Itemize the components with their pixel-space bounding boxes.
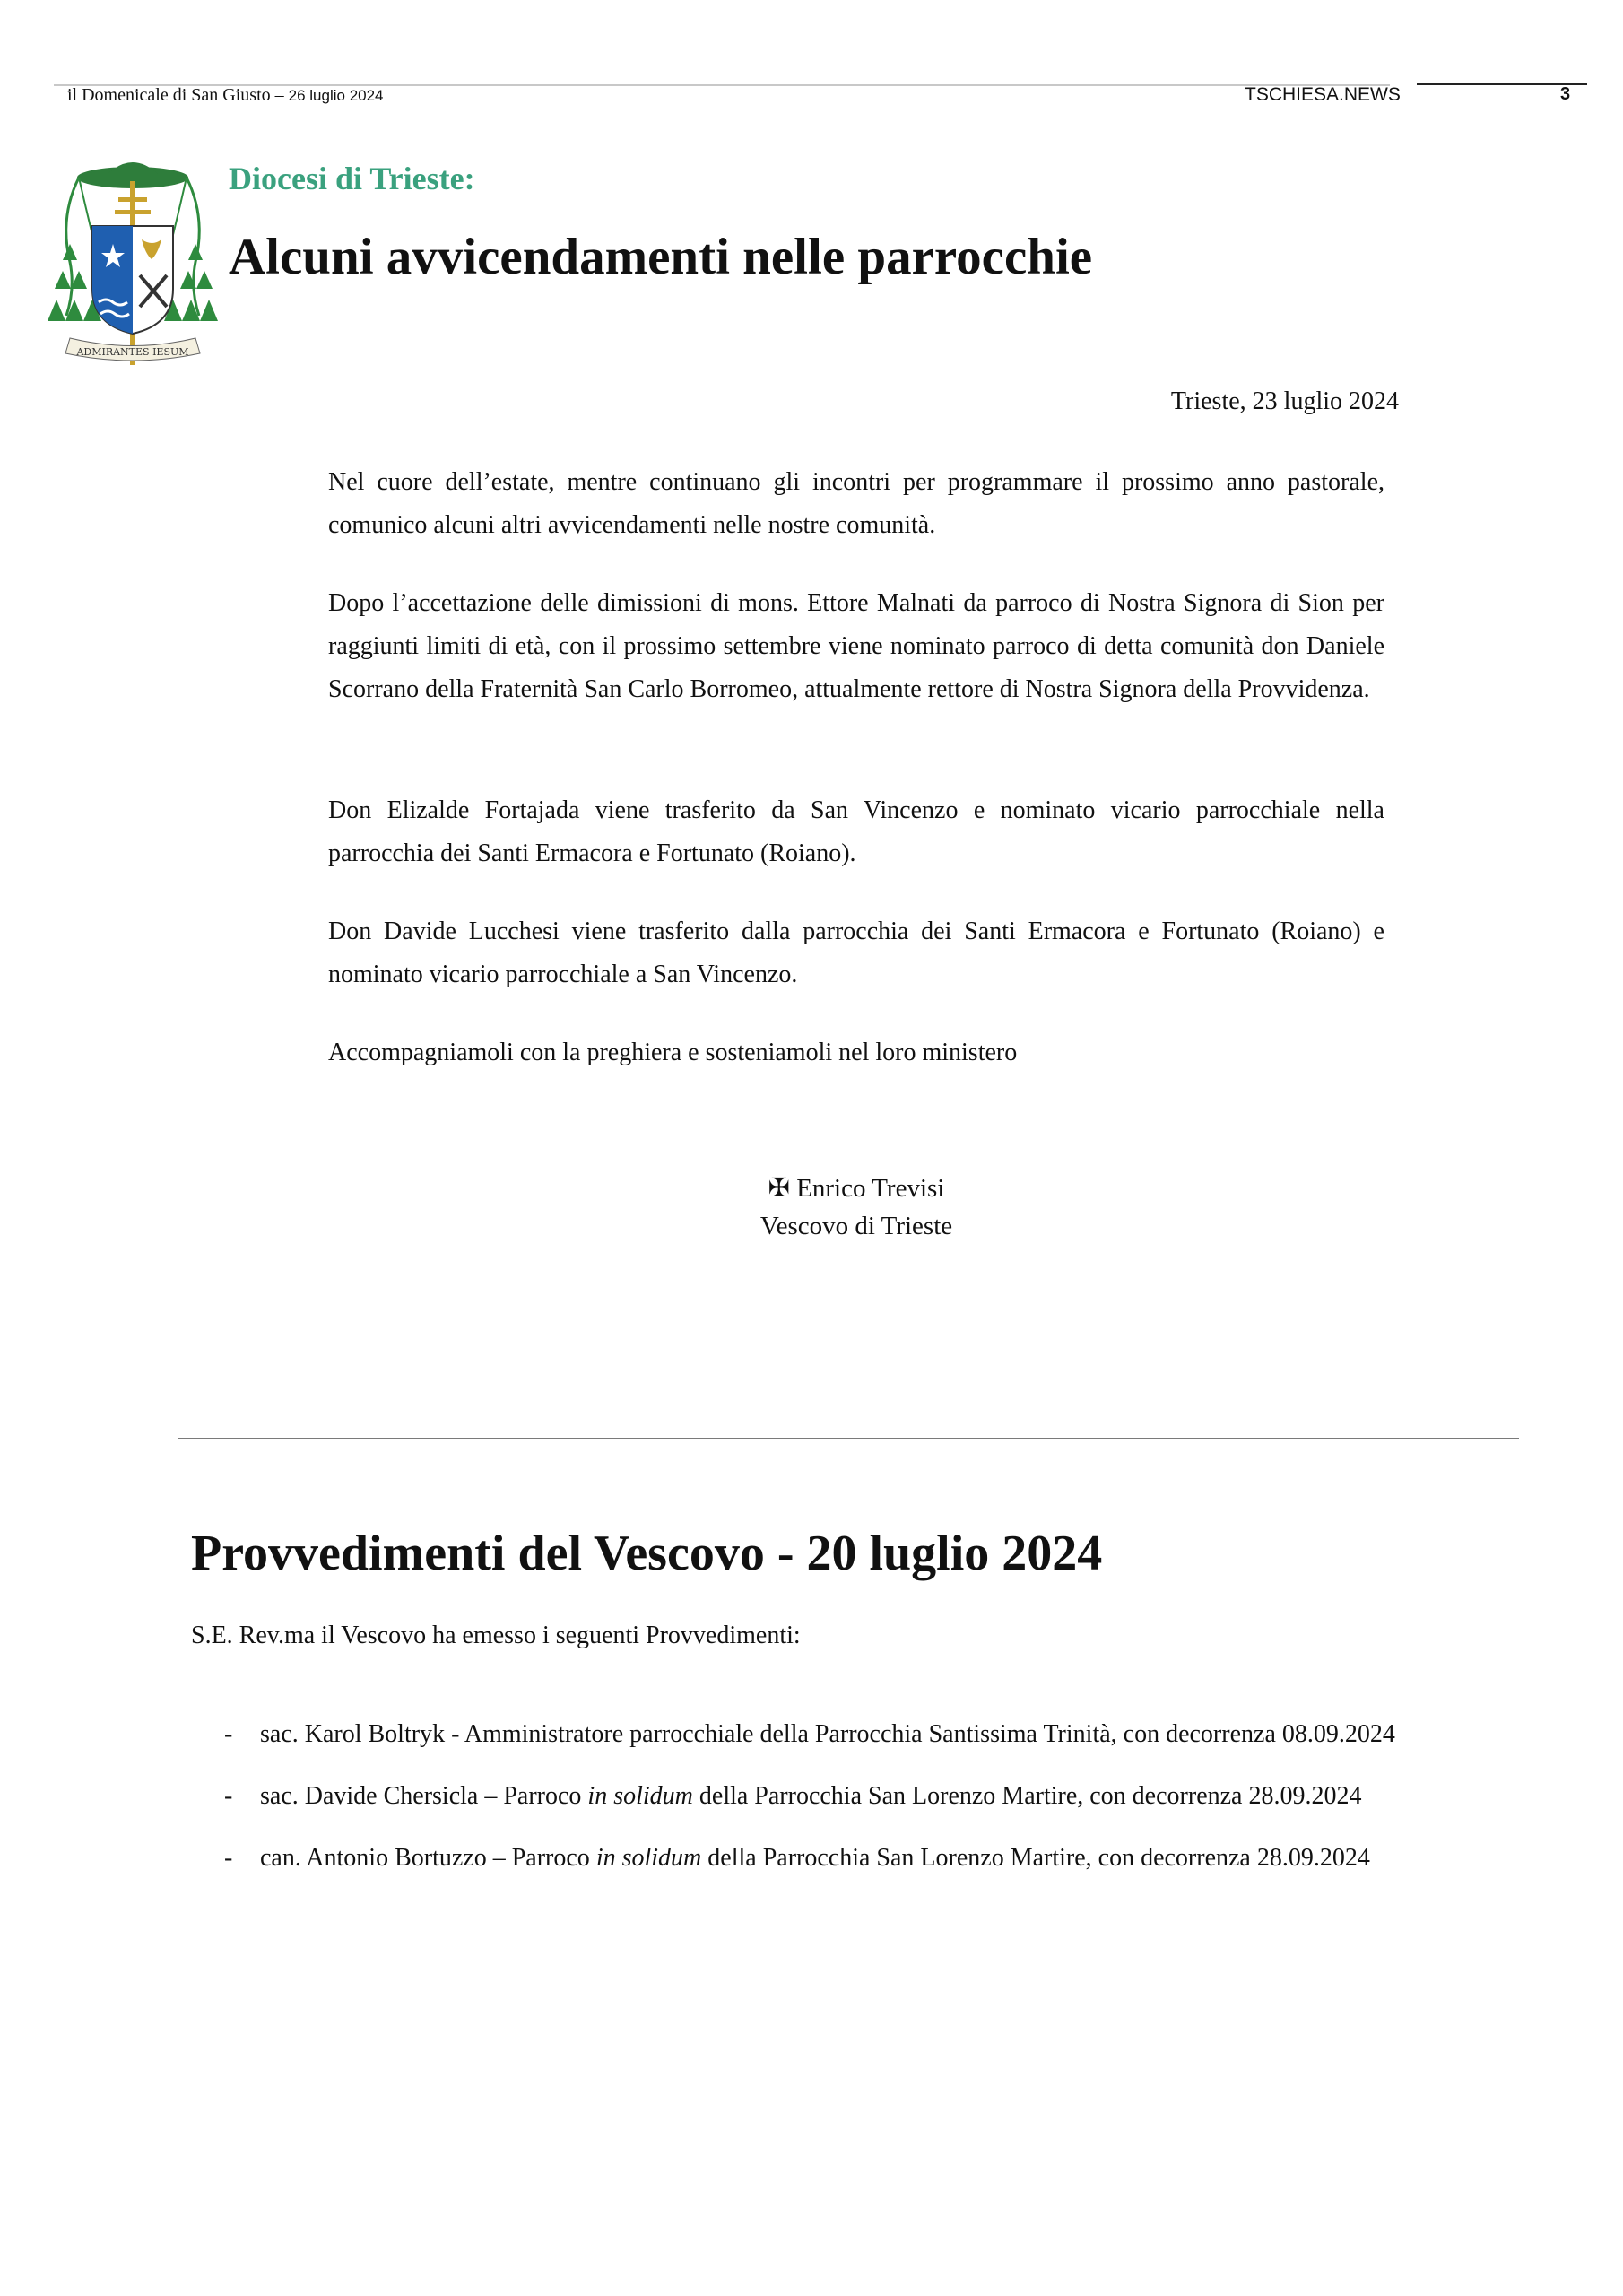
paragraph: Dopo l’accettazione delle dimissioni di mons. Ettore Malnati da parroco di Nostra Signora di Sion per raggiunti limiti di età, con il prossimo settembre viene nominato parroco di detta comunità don Daniele Scorrano della Fraternità San Carlo Borromeo, attualmente rettore di Nostra Signora della Provvidenza. [328, 589, 1384, 703]
list-item [224, 1720, 1395, 1749]
list-item [224, 1844, 1370, 1873]
signature-role: Vescovo di Trieste [759, 1212, 953, 1240]
list-item-text: sac. Davide Chersicla – Parroco [260, 1782, 588, 1810]
site-name: TSCHIESA.NEWS [1245, 84, 1401, 105]
list-item-text: della Parrocchia San Lorenzo Martire, con decorrenza 28.09.2024 [701, 1844, 1370, 1872]
list-bullet: - [224, 1720, 233, 1748]
list-bullet: - [224, 1844, 233, 1872]
article-title: Alcuni avvicendamenti nelle parrocchie [229, 229, 1093, 285]
section-intro: S.E. Rev.ma il Vescovo ha emesso i seguenti Provvedimenti: [191, 1622, 801, 1649]
diocese-kicker: Diocesi di Trieste: [229, 161, 475, 196]
paragraph: Don Elizalde Fortajada viene trasferito da San Vincenzo e nominato vicario parrocchiale nella parrocchia dei Santi Ermacora e Fortunato (Roiano). [328, 796, 1384, 867]
issue-date: 26 luglio 2024 [288, 87, 384, 104]
paragraph: Nel cuore dell’estate, mentre continuano gli incontri per programmare il prossimo anno pastorale, comunico alcuni altri avvicendamenti nelle nostre comunità. [328, 468, 1384, 539]
list-item-emphasis: in solidum [595, 1844, 702, 1872]
section-divider [178, 1438, 1519, 1439]
list-item-emphasis: in solidum [587, 1782, 693, 1810]
list-item [224, 1782, 1361, 1811]
paragraph: Don Davide Lucchesi viene trasferito dalla parrocchia dei Santi Ermacora e Fortunato (Roiano) e nominato vicario parrocchiale a San Vincenzo. [328, 918, 1384, 988]
page-number: 3 [1560, 84, 1571, 104]
publication-name: il Domenicale di San Giusto – [67, 85, 284, 105]
signature [628, 1170, 1085, 1245]
section-title: Provvedimenti del Vescovo - 20 luglio 2024 [191, 1526, 1103, 1581]
episcopal-crest-icon [43, 154, 222, 370]
list-item-text: sac. Karol Boltryk - Amministratore parrocchiale della Parrocchia Santissima Trinità, con decorrenza 08.09.2024 [260, 1720, 1395, 1748]
dateline: Trieste, 23 luglio 2024 [1170, 387, 1399, 415]
signature-name: ✠ Enrico Trevisi [768, 1174, 945, 1203]
running-header [67, 85, 384, 106]
list-item-text: della Parrocchia San Lorenzo Martire, con decorrenza 28.09.2024 [692, 1782, 1362, 1810]
crest-motto: ADMIRANTES IESUM [76, 346, 189, 358]
list-bullet: - [224, 1782, 233, 1810]
paragraph: Accompagniamoli con la preghiera e sosteniamoli nel loro ministero [328, 1039, 1018, 1066]
list-item-text: can. Antonio Bortuzzo – Parroco [260, 1844, 596, 1872]
